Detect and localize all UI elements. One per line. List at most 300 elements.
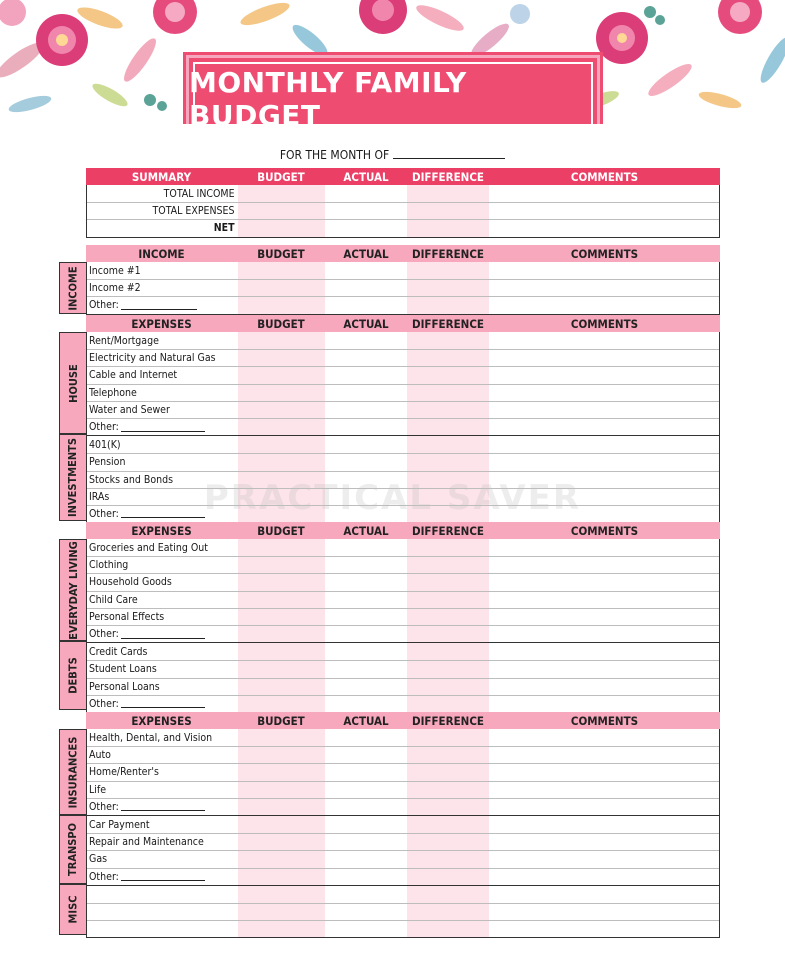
income-header-label: INCOME (138, 246, 185, 261)
actual-column-header: ACTUAL (343, 713, 389, 728)
budget-cell[interactable] (238, 696, 326, 712)
difference-cell[interactable] (407, 679, 489, 695)
row-label (87, 506, 238, 522)
difference-cell[interactable] (407, 350, 489, 366)
comments-cell[interactable] (489, 574, 719, 590)
side-label-text: EVERYDAY LIVING (66, 540, 80, 640)
row-label: Gas (89, 853, 108, 866)
row-label: Home/Renter's (89, 766, 159, 779)
comments-column-header: COMMENTS (570, 523, 639, 538)
row-label: Income #1 (89, 264, 141, 277)
comments-column-header: COMMENTS (570, 169, 639, 184)
row-label: Life (89, 783, 107, 796)
table-row (87, 833, 719, 850)
budget-cell[interactable] (238, 454, 326, 470)
table-row (87, 418, 719, 435)
budget-cell[interactable] (238, 203, 326, 219)
comments-cell[interactable] (489, 454, 719, 470)
difference-cell[interactable] (407, 472, 489, 488)
actual-cell[interactable] (325, 921, 407, 937)
actual-cell[interactable] (325, 886, 407, 903)
difference-cell[interactable] (407, 489, 489, 505)
debts-rows (86, 643, 720, 713)
difference-cell[interactable] (407, 816, 489, 833)
difference-cell[interactable] (407, 436, 489, 453)
actual-cell[interactable] (325, 367, 407, 383)
difference-cell[interactable] (407, 557, 489, 573)
house-rows (86, 332, 720, 436)
table-row (87, 573, 719, 590)
comments-cell[interactable] (489, 609, 719, 625)
difference-column-header: DIFFERENCE (411, 316, 484, 331)
comments-cell[interactable] (489, 729, 719, 746)
difference-cell[interactable] (407, 419, 489, 435)
side-label-text: DEBTS (66, 657, 80, 694)
actual-cell[interactable] (325, 592, 407, 608)
difference-cell[interactable] (407, 661, 489, 677)
table-row (87, 608, 719, 625)
table-row (87, 219, 719, 236)
actual-cell[interactable] (325, 220, 407, 236)
misc-rows (86, 886, 720, 939)
other-blank-field[interactable] (121, 872, 205, 881)
difference-cell[interactable] (407, 747, 489, 763)
other-blank-field[interactable] (121, 509, 205, 518)
actual-cell[interactable] (325, 557, 407, 573)
watermark: PRACTICAL SAVER (203, 478, 582, 518)
budget-cell[interactable] (238, 816, 326, 833)
comments-cell[interactable] (489, 747, 719, 763)
budget-cell[interactable] (238, 729, 326, 746)
actual-cell[interactable] (325, 679, 407, 695)
for-month-label: FOR THE MONTH OF (279, 148, 390, 162)
side-label-misc (59, 884, 86, 935)
floral-banner (0, 0, 785, 124)
difference-cell[interactable] (407, 203, 489, 219)
other-label: Other: (89, 697, 119, 710)
budget-cell[interactable] (238, 262, 326, 279)
table-row (87, 202, 719, 219)
comments-cell[interactable] (489, 799, 719, 815)
expenses-table-3 (86, 712, 720, 938)
table-row (87, 488, 719, 505)
comments-cell[interactable] (489, 280, 719, 296)
comments-cell[interactable] (489, 782, 719, 798)
row-label: Electricity and Natural Gas (89, 352, 216, 365)
comments-cell[interactable] (489, 886, 719, 903)
difference-cell[interactable] (407, 904, 489, 920)
budget-cell[interactable] (238, 220, 326, 236)
difference-cell[interactable] (407, 297, 489, 313)
budget-cell[interactable] (238, 643, 326, 660)
actual-cell[interactable] (325, 609, 407, 625)
expenses-header (86, 522, 720, 539)
table-row (87, 384, 719, 401)
table-row (87, 436, 719, 453)
actual-cell[interactable] (325, 332, 407, 349)
actual-cell[interactable] (325, 203, 407, 219)
side-label-insurances (59, 729, 86, 815)
actual-cell[interactable] (325, 574, 407, 590)
actual-cell[interactable] (325, 799, 407, 815)
comments-cell[interactable] (489, 764, 719, 780)
actual-cell[interactable] (325, 402, 407, 418)
other-label: Other: (89, 507, 119, 520)
row-label: NET (213, 222, 235, 235)
comments-cell[interactable] (489, 220, 719, 236)
actual-cell[interactable] (325, 729, 407, 746)
actual-cell[interactable] (325, 869, 407, 885)
actual-cell[interactable] (325, 472, 407, 488)
transpo-rows (86, 816, 720, 886)
row-label: Health, Dental, and Vision (89, 731, 213, 744)
row-label: Car Payment (89, 818, 150, 831)
other-label: Other: (89, 299, 119, 312)
difference-column-header: DIFFERENCE (411, 713, 484, 728)
actual-cell[interactable] (325, 436, 407, 453)
actual-cell[interactable] (325, 834, 407, 850)
side-label-text: TRANSPO (66, 822, 80, 877)
comments-cell[interactable] (489, 834, 719, 850)
row-label[interactable] (87, 886, 238, 903)
comments-cell[interactable] (489, 921, 719, 937)
budget-cell[interactable] (238, 661, 326, 677)
table-row (87, 695, 719, 712)
table-row (87, 678, 719, 695)
comments-cell[interactable] (489, 297, 719, 313)
difference-column-header: DIFFERENCE (411, 169, 484, 184)
budget-cell[interactable] (238, 834, 326, 850)
table-row (87, 903, 719, 920)
table-row (87, 798, 719, 815)
actual-cell[interactable] (325, 643, 407, 660)
comments-cell[interactable] (489, 626, 719, 642)
budget-cell[interactable] (238, 904, 326, 920)
actual-column-header: ACTUAL (343, 523, 389, 538)
difference-cell[interactable] (407, 851, 489, 867)
comments-cell[interactable] (489, 869, 719, 885)
table-row (87, 279, 719, 296)
table-row (87, 729, 719, 746)
everyday-rows (86, 539, 720, 643)
expenses-table-2 (86, 522, 720, 713)
budget-cell[interactable] (238, 385, 326, 401)
expenses-header-label: EXPENSES (131, 523, 192, 538)
actual-cell[interactable] (325, 904, 407, 920)
actual-cell[interactable] (325, 297, 407, 313)
table-row (87, 868, 719, 885)
budget-cell[interactable] (238, 297, 326, 313)
comments-cell[interactable] (489, 262, 719, 279)
row-label: Clothing (89, 559, 129, 572)
table-row (87, 539, 719, 556)
budget-cell[interactable] (238, 557, 326, 573)
comments-cell[interactable] (489, 367, 719, 383)
income-table (86, 245, 720, 315)
budget-cell[interactable] (238, 350, 326, 366)
row-label: Repair and Maintenance (89, 836, 204, 849)
budget-cell[interactable] (238, 679, 326, 695)
difference-cell[interactable] (407, 402, 489, 418)
comments-column-header: COMMENTS (570, 246, 639, 261)
row-label: Telephone (89, 386, 137, 399)
budget-cell[interactable] (238, 280, 326, 296)
other-blank-field[interactable] (121, 699, 205, 708)
difference-column-header: DIFFERENCE (411, 246, 484, 261)
expenses-header (86, 712, 720, 729)
budget-cell[interactable] (238, 592, 326, 608)
side-label-transpo (59, 815, 86, 884)
actual-column-header: ACTUAL (343, 169, 389, 184)
difference-cell[interactable] (407, 332, 489, 349)
actual-cell[interactable] (325, 764, 407, 780)
actual-cell[interactable] (325, 262, 407, 279)
budget-cell[interactable] (238, 539, 326, 556)
difference-cell[interactable] (407, 696, 489, 712)
difference-cell[interactable] (407, 869, 489, 885)
table-row (87, 816, 719, 833)
for-month-row (0, 148, 785, 162)
other-blank-field[interactable] (121, 802, 205, 811)
table-row (87, 296, 719, 313)
row-label: IRAs (89, 490, 110, 503)
difference-cell[interactable] (407, 609, 489, 625)
row-label: Credit Cards (89, 645, 148, 658)
row-label: Water and Sewer (89, 403, 170, 416)
income-rows (86, 262, 720, 315)
comments-column-header: COMMENTS (570, 316, 639, 331)
actual-cell[interactable] (325, 661, 407, 677)
comments-cell[interactable] (489, 539, 719, 556)
side-label-text: INSURANCES (66, 736, 80, 808)
income-header (86, 245, 720, 262)
comments-cell[interactable] (489, 332, 719, 349)
table-row (87, 591, 719, 608)
budget-cell[interactable] (238, 489, 326, 505)
difference-cell[interactable] (407, 262, 489, 279)
difference-cell[interactable] (407, 729, 489, 746)
comments-cell[interactable] (489, 203, 719, 219)
side-label-debts (59, 641, 86, 710)
comments-cell[interactable] (489, 436, 719, 453)
table-row (87, 781, 719, 798)
row-label[interactable] (87, 921, 238, 937)
budget-cell[interactable] (238, 185, 326, 202)
expenses-header-label: EXPENSES (131, 713, 192, 728)
budget-cell[interactable] (238, 506, 326, 522)
budget-cell[interactable] (238, 799, 326, 815)
table-row (87, 556, 719, 573)
difference-cell[interactable] (407, 921, 489, 937)
other-blank-field[interactable] (121, 423, 205, 432)
summary-table (86, 168, 720, 238)
budget-cell[interactable] (238, 764, 326, 780)
other-blank-field[interactable] (121, 630, 205, 639)
difference-cell[interactable] (407, 643, 489, 660)
row-label (87, 869, 238, 885)
actual-cell[interactable] (325, 385, 407, 401)
actual-cell[interactable] (325, 350, 407, 366)
comments-cell[interactable] (489, 350, 719, 366)
actual-cell[interactable] (325, 782, 407, 798)
difference-cell[interactable] (407, 886, 489, 903)
budget-cell[interactable] (238, 367, 326, 383)
other-blank-field[interactable] (121, 301, 197, 310)
budget-cell[interactable] (238, 626, 326, 642)
summary-header-label: SUMMARY (131, 169, 192, 184)
row-label: 401(K) (89, 438, 121, 451)
other-label: Other: (89, 800, 119, 813)
difference-cell[interactable] (407, 626, 489, 642)
side-label-text: INVESTMENTS (66, 437, 80, 518)
summary-rows (86, 185, 720, 238)
comments-cell[interactable] (489, 679, 719, 695)
comments-cell[interactable] (489, 489, 719, 505)
row-label: Auto (89, 749, 111, 762)
row-label: Pension (89, 456, 126, 469)
comments-cell[interactable] (489, 557, 719, 573)
comments-cell[interactable] (489, 472, 719, 488)
table-row (87, 332, 719, 349)
row-label: Groceries and Eating Out (89, 541, 208, 554)
table-row (87, 763, 719, 780)
table-row (87, 643, 719, 660)
comments-cell[interactable] (489, 506, 719, 522)
row-label: Rent/Mortgage (89, 334, 159, 347)
difference-cell[interactable] (407, 367, 489, 383)
actual-cell[interactable] (325, 626, 407, 642)
row-label: Personal Effects (89, 610, 165, 623)
budget-column-header: BUDGET (257, 713, 305, 728)
budget-cell[interactable] (238, 886, 326, 903)
side-label-income (59, 262, 86, 314)
row-label: Child Care (89, 593, 138, 606)
budget-cell[interactable] (238, 472, 326, 488)
expenses-header-label: EXPENSES (131, 316, 192, 331)
row-label: Stocks and Bonds (89, 473, 174, 486)
difference-cell[interactable] (407, 506, 489, 522)
comments-cell[interactable] (489, 643, 719, 660)
side-label-text: MISC (66, 895, 80, 924)
row-label: Student Loans (89, 663, 157, 676)
budget-cell[interactable] (238, 851, 326, 867)
other-label: Other: (89, 421, 119, 434)
comments-cell[interactable] (489, 696, 719, 712)
actual-cell[interactable] (325, 816, 407, 833)
difference-cell[interactable] (407, 385, 489, 401)
comments-cell[interactable] (489, 816, 719, 833)
budget-cell[interactable] (238, 609, 326, 625)
table-row (87, 262, 719, 279)
difference-cell[interactable] (407, 574, 489, 590)
table-row (87, 453, 719, 470)
comments-cell[interactable] (489, 592, 719, 608)
table-row (87, 471, 719, 488)
comments-cell[interactable] (489, 385, 719, 401)
actual-cell[interactable] (325, 489, 407, 505)
actual-cell[interactable] (325, 185, 407, 202)
table-row (87, 625, 719, 642)
title-box (186, 55, 600, 124)
actual-cell[interactable] (325, 539, 407, 556)
side-label-investments (59, 434, 86, 521)
table-row (87, 366, 719, 383)
comments-cell[interactable] (489, 661, 719, 677)
difference-cell[interactable] (407, 185, 489, 202)
difference-cell[interactable] (407, 592, 489, 608)
budget-cell[interactable] (238, 782, 326, 798)
difference-cell[interactable] (407, 799, 489, 815)
budget-cell[interactable] (238, 869, 326, 885)
actual-cell[interactable] (325, 280, 407, 296)
expenses-header (86, 315, 720, 332)
actual-cell[interactable] (325, 851, 407, 867)
table-row (87, 349, 719, 366)
difference-cell[interactable] (407, 280, 489, 296)
actual-cell[interactable] (325, 454, 407, 470)
insurances-rows (86, 729, 720, 816)
difference-cell[interactable] (407, 539, 489, 556)
actual-cell[interactable] (325, 747, 407, 763)
difference-cell[interactable] (407, 764, 489, 780)
comments-cell[interactable] (489, 402, 719, 418)
month-blank-field[interactable] (393, 149, 505, 159)
comments-cell[interactable] (489, 185, 719, 202)
row-label: Personal Loans (89, 680, 160, 693)
actual-cell[interactable] (325, 696, 407, 712)
difference-cell[interactable] (407, 834, 489, 850)
budget-column-header: BUDGET (257, 246, 305, 261)
budget-column-header: BUDGET (257, 316, 305, 331)
side-label-everyday-living (59, 539, 86, 641)
side-label-text: HOUSE (66, 363, 80, 403)
row-label: TOTAL EXPENSES (152, 205, 235, 218)
budget-column-header: BUDGET (257, 169, 305, 184)
budget-cell[interactable] (238, 574, 326, 590)
table-row (87, 920, 719, 937)
difference-cell[interactable] (407, 454, 489, 470)
row-label[interactable] (87, 904, 238, 920)
budget-cell[interactable] (238, 921, 326, 937)
table-row (87, 401, 719, 418)
page-title: MONTHLY FAMILY BUDGET (189, 66, 467, 124)
other-label: Other: (89, 628, 119, 641)
budget-cell[interactable] (238, 436, 326, 453)
actual-cell[interactable] (325, 506, 407, 522)
budget-column-header: BUDGET (257, 523, 305, 538)
budget-cell[interactable] (238, 747, 326, 763)
comments-cell[interactable] (489, 851, 719, 867)
summary-header (86, 168, 720, 185)
comments-column-header: COMMENTS (570, 713, 639, 728)
row-label (87, 419, 238, 435)
budget-cell[interactable] (238, 402, 326, 418)
row-label: Income #2 (89, 282, 141, 295)
table-row (87, 850, 719, 867)
difference-cell[interactable] (407, 220, 489, 236)
table-row (87, 185, 719, 202)
actual-cell[interactable] (325, 419, 407, 435)
budget-cell[interactable] (238, 332, 326, 349)
difference-cell[interactable] (407, 782, 489, 798)
row-label (87, 799, 238, 815)
actual-column-header: ACTUAL (343, 246, 389, 261)
budget-cell[interactable] (238, 419, 326, 435)
comments-cell[interactable] (489, 904, 719, 920)
row-label (87, 696, 238, 712)
comments-cell[interactable] (489, 419, 719, 435)
row-label (87, 626, 238, 642)
